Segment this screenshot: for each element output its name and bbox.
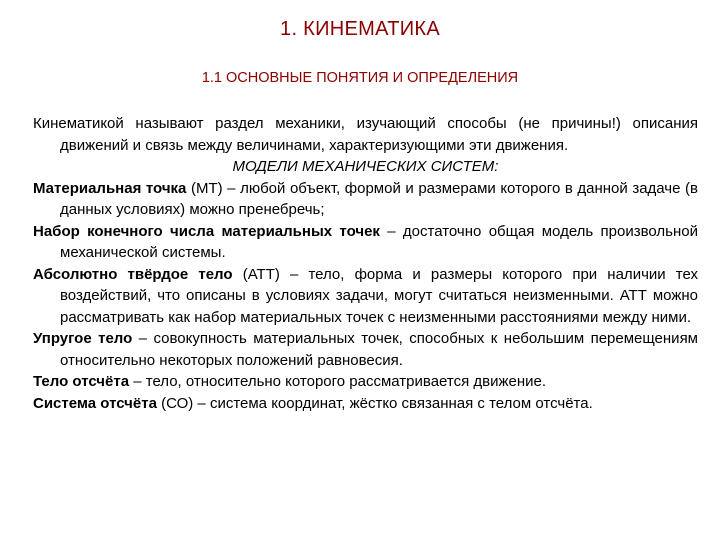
definition-text: – совокупность материальных точек, способных к небольшим перемещениям относительно некоторых положений равновесия. bbox=[60, 330, 698, 369]
intro-term: Кинематикой bbox=[33, 115, 124, 132]
definition-term: Тело отсчёта bbox=[33, 373, 130, 390]
definition-term: Система отсчёта bbox=[33, 394, 157, 412]
definition-item bbox=[33, 328, 698, 371]
intro-paragraph bbox=[33, 113, 698, 156]
definition-item bbox=[33, 371, 698, 393]
page-title: 1. КИНЕМАТИКА bbox=[280, 18, 440, 40]
definition-item bbox=[33, 221, 698, 264]
definition-text: (СО) – система координат, жёстко связанная с телом отсчёта. bbox=[156, 394, 593, 412]
definition-text: (АТТ) – тело, форма и размеры которого при наличии тех воздействий, что описаны в условиях задачи, могут считаться неизменными. АТТ можно рассматривать как набор материальных точек с неизменными расстояниями между ними. bbox=[60, 265, 698, 326]
definition-text: – достаточно общая модель произвольной механической системы. bbox=[60, 222, 698, 261]
intro-text: называют раздел механики, изучающий способы (не причины!) описания движений и связь между величинами, характеризующими эти движения. bbox=[60, 115, 698, 154]
models-heading: МОДЕЛИ МЕХАНИЧЕСКИХ СИСТЕМ: bbox=[232, 158, 499, 175]
definition-item bbox=[33, 178, 698, 221]
body-text bbox=[33, 113, 698, 414]
definition-term: Упругое тело bbox=[33, 330, 133, 347]
section-subtitle: 1.1 ОСНОВНЫЕ ПОНЯТИЯ И ОПРЕДЕЛЕНИЯ bbox=[201, 70, 519, 86]
definition-text: (МТ) – любой объект, формой и размерами которого в данной задаче (в данных условиях) можно пренебречь; bbox=[60, 179, 698, 218]
definition-term: Абсолютно твёрдое тело bbox=[33, 265, 233, 283]
definition-item bbox=[33, 393, 698, 415]
definition-item bbox=[33, 264, 698, 329]
definition-text: – тело, относительно которого рассматривается движение. bbox=[129, 373, 547, 390]
definition-term: Материальная точка bbox=[33, 179, 187, 197]
definition-term: Набор конечного числа материальных точек bbox=[33, 222, 380, 240]
